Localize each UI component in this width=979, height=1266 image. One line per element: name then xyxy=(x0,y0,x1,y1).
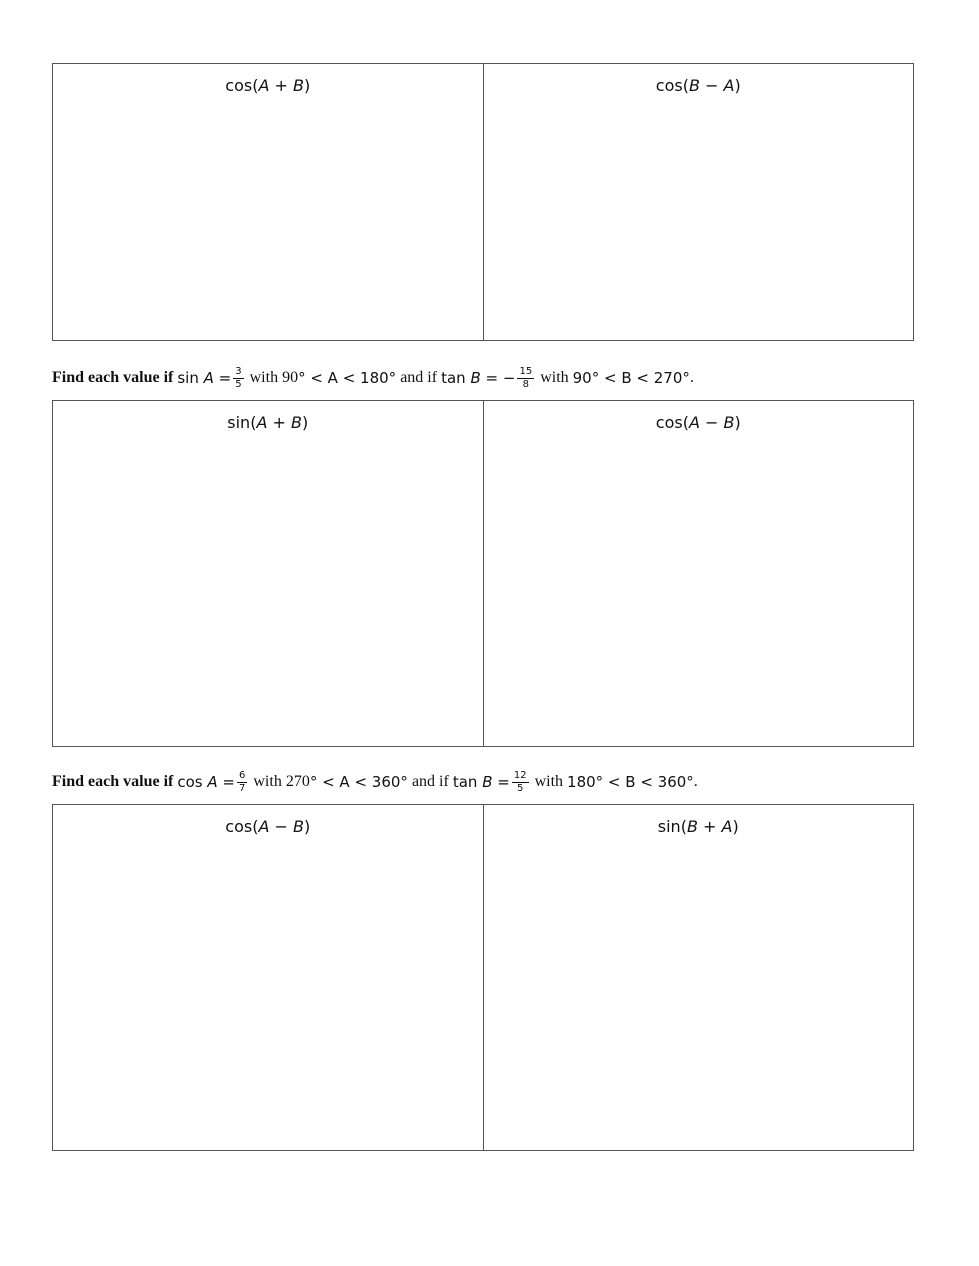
answer-box-cos-b-minus-a[interactable] xyxy=(483,64,914,340)
answer-grid-2 xyxy=(52,400,914,747)
fraction: $\frac{15}{8}$ xyxy=(519,365,533,390)
expression-label: sin(B + A) xyxy=(657,817,739,836)
answer-grid-1 xyxy=(52,63,914,341)
expression-label: cos(A − B) xyxy=(225,817,311,836)
fraction: $\frac{6}{7}$ xyxy=(239,769,246,794)
answer-box-cos-a-plus-b[interactable] xyxy=(53,64,483,340)
answer-box-sin-a-plus-b[interactable] xyxy=(53,401,483,746)
fraction: $\frac{3}{5}$ xyxy=(235,365,242,390)
answer-box-cos-a-minus-b[interactable] xyxy=(483,401,914,746)
expression-label: cos(A + B) xyxy=(225,76,311,95)
expression-label: cos(A − B) xyxy=(655,413,741,432)
expression-label: cos(B − A) xyxy=(655,76,741,95)
expression-label: sin(A + B) xyxy=(227,413,309,432)
prompt-heading: Find each value if xyxy=(52,773,174,790)
answer-box-cos-a-minus-b[interactable] xyxy=(53,805,483,1150)
fraction: $\frac{12}{5}$ xyxy=(513,769,527,794)
problem-prompt-3: Find each value if cos A = $\frac{6}{7}$ with 270 ° < A < 360° and if tan B = $\frac{12}{5}$ with 180° < B < 360° . xyxy=(52,769,698,794)
answer-grid-3 xyxy=(52,804,914,1151)
problem-prompt-2: Find each value if sin A = $\frac{3}{5}$ with 90 ° < A < 180° and if tan B = − $\frac{15}{8}$ with 90° < B < 270° . xyxy=(52,365,694,390)
answer-box-sin-b-plus-a[interactable] xyxy=(483,805,914,1150)
prompt-heading: Find each value if xyxy=(52,369,174,386)
